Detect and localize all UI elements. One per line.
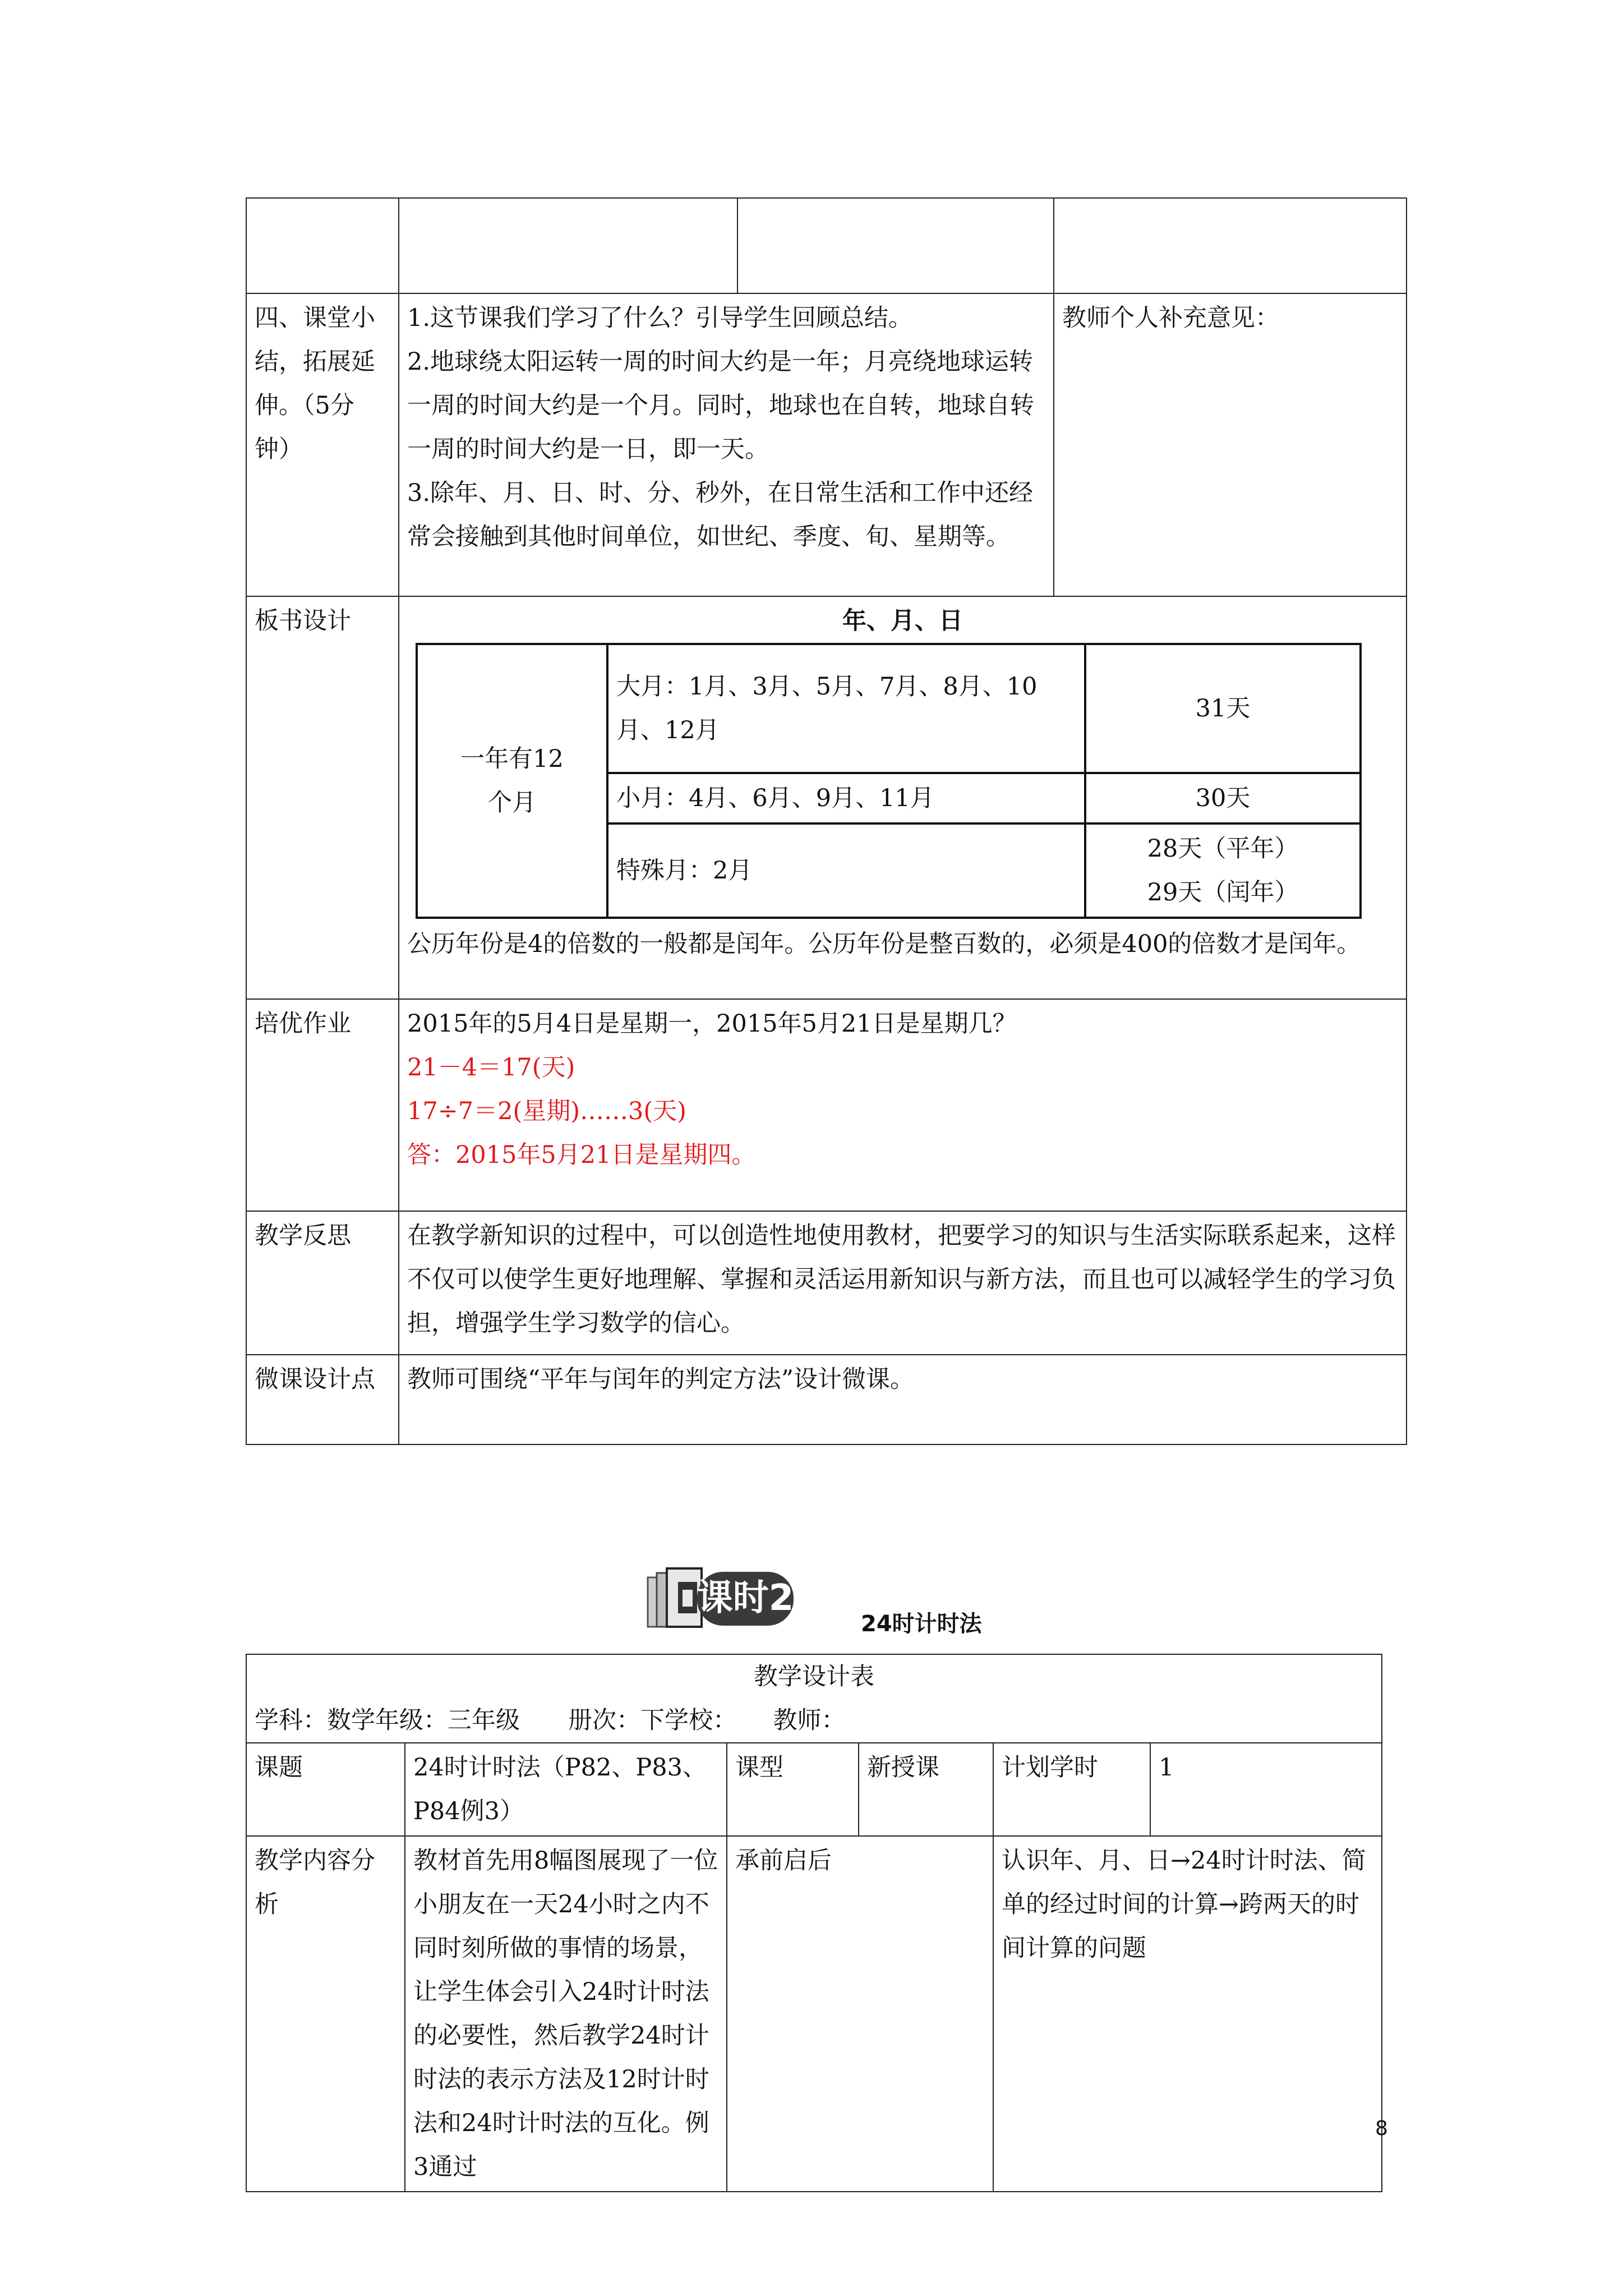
context-text: 认识年、月、日→24时计时法、简单的经过时间的计算→跨两天的时间计算的问题 [993, 1836, 1382, 2192]
small-months: 小月：4月、6月、9月、11月 [607, 773, 1085, 823]
micro-label: 微课设计点 [246, 1355, 399, 1444]
homework-label: 培优作业 [246, 999, 399, 1211]
board-design-row [246, 596, 1407, 999]
empty-row [246, 198, 1407, 293]
lesson-plan-table-1 [246, 197, 1407, 1445]
summary-item: 2.地球绕太阳运转一周的时间大约是一年；月亮绕地球运转一周的时间大约是一个月。同时，地球也在自转，地球自转一周的时间大约是一日，即一天。 [407, 348, 1034, 463]
big-months-days: 31天 [1085, 644, 1361, 773]
hours-value: 1 [1150, 1743, 1382, 1836]
analysis-label: 教学内容分析 [246, 1836, 405, 2192]
common-year-days: 28天（平年） [1147, 835, 1299, 863]
design-header-row [246, 1654, 1382, 1743]
board-content [399, 596, 1407, 999]
topic-label: 课题 [246, 1743, 405, 1836]
big-months: 大月：1月、3月、5月、7月、8月、10月、12月 [607, 644, 1085, 773]
reflection-label: 教学反思 [246, 1211, 399, 1355]
page-number: 8 [1375, 2117, 1388, 2140]
micro-lesson-row [246, 1355, 1407, 1444]
summary-row [246, 293, 1407, 596]
design-meta: 学科：数学年级：三年级 册次：下学校： 教师： [255, 1706, 846, 1734]
special-month: 特殊月：2月 [607, 823, 1085, 918]
homework-question: 2015年的5月4日是星期一，2015年5月21日是星期几？ [407, 1010, 1017, 1038]
homework-answer-line: 17÷7＝2(星期)……3(天) [407, 1097, 686, 1125]
logo-text: 课时2 [697, 1577, 794, 1619]
special-month-days [1085, 823, 1361, 918]
year-label: 一年有12个月 [417, 644, 607, 918]
teacher-note: 教师个人补充意见： [1054, 293, 1407, 596]
type-value: 新授课 [859, 1743, 993, 1836]
context-label: 承前启后 [727, 1836, 993, 2192]
type-label: 课型 [727, 1743, 859, 1836]
lesson-subtitle: 24时计时法 [861, 1611, 982, 1637]
summary-item: 3.除年、月、日、时、分、秒外，在日常生活和工作中还经常会接触到其他时间单位，如世纪、季度、旬、星期等。 [407, 479, 1034, 551]
summary-content [399, 293, 1054, 596]
months-table [416, 643, 1362, 919]
board-title: 年、月、日 [842, 607, 963, 635]
leap-year-rule: 公历年份是4的倍数的一般都是闰年。公历年份是整百数的，必须是400的倍数才是闰年。 [407, 930, 1361, 958]
homework-row [246, 999, 1407, 1211]
small-months-days: 30天 [1085, 773, 1361, 823]
micro-text: 教师可围绕“平年与闰年的判定方法”设计微课。 [399, 1355, 1407, 1444]
homework-answer-line: 答：2015年5月21日是星期四。 [407, 1141, 756, 1169]
leap-year-days: 29天（闰年） [1147, 878, 1299, 907]
summary-item: 1.这节课我们学习了什么？引导学生回顾总结。 [407, 304, 913, 332]
analysis-row [246, 1836, 1382, 2192]
design-header: 教学设计表 [754, 1663, 875, 1691]
reflection-row [246, 1211, 1407, 1355]
board-label: 板书设计 [246, 596, 399, 999]
design-header-cell [246, 1654, 1382, 1743]
analysis-text: 教材首先用8幅图展现了一位小朋友在一天24小时之内不同时刻所做的事情的场景，让学生体会引入24时计时法的必要性，然后教学24时计时法的表示方法及12时计时法和24时计时法的互化。例3通过 [405, 1836, 727, 2192]
homework-content [399, 999, 1407, 1211]
homework-answer-line: 21－4＝17(天) [407, 1053, 575, 1082]
reflection-text: 在教学新知识的过程中，可以创造性地使用教材，把要学习的知识与生活实际联系起来，这样不仅可以使学生更好地理解、掌握和灵活运用新知识与新方法，而且也可以减轻学生的学习负担，增强学生学习数学的信心。 [399, 1211, 1407, 1355]
topic-value: 24时计时法（P82、P83、P84例3） [405, 1743, 727, 1836]
teaching-design-table [246, 1654, 1382, 2192]
lesson-logo [647, 1565, 871, 1644]
hours-label: 计划学时 [993, 1743, 1150, 1836]
topic-row [246, 1743, 1382, 1836]
summary-label: 四、课堂小结，拓展延伸。（5分钟） [246, 293, 399, 596]
lesson-book-icon [647, 1565, 871, 1644]
